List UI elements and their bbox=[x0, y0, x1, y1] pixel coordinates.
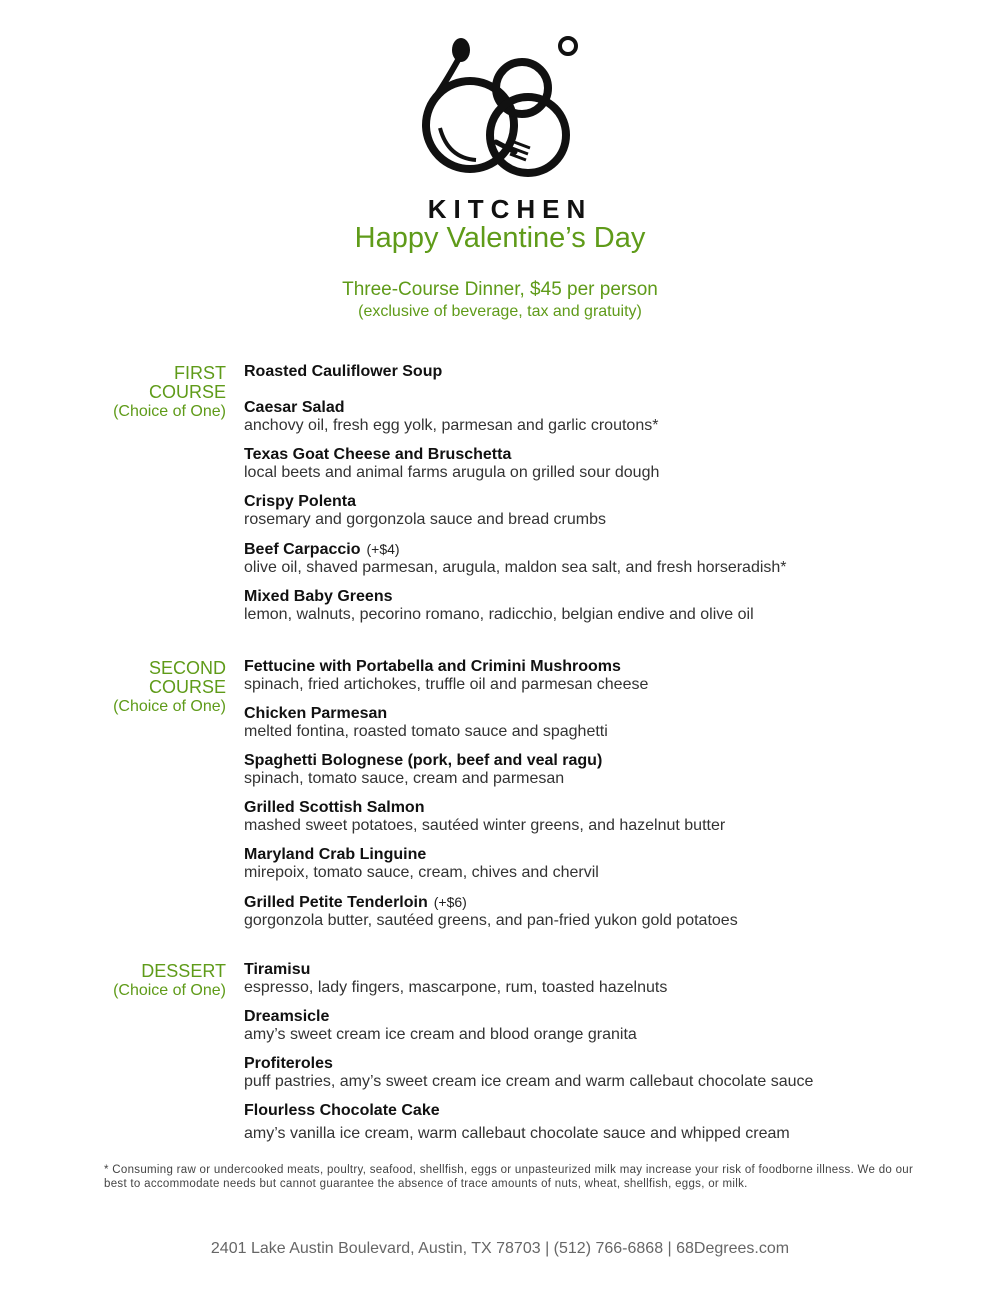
item-description: rosemary and gorgonzola sauce and bread crumbs bbox=[244, 511, 606, 528]
menu-item bbox=[244, 1008, 944, 1044]
item-description: anchovy oil, fresh egg yolk, parmesan and garlic croutons* bbox=[244, 417, 659, 434]
item-name-row bbox=[244, 540, 944, 559]
item-description: mashed sweet potatoes, sautéed winter greens, and hazelnut butter bbox=[244, 817, 726, 834]
menu-item-list bbox=[244, 363, 944, 635]
choice-note: (Choice of One) bbox=[113, 698, 226, 715]
logo bbox=[400, 30, 600, 224]
course-label bbox=[40, 659, 226, 716]
menu-item bbox=[244, 588, 944, 624]
menu-item bbox=[244, 540, 944, 577]
item-description: mirepoix, tomato sauce, cream, chives and chervil bbox=[244, 864, 599, 881]
item-description: amy’s sweet cream ice cream and blood orange granita bbox=[244, 1026, 637, 1043]
course-label-line: SECOND bbox=[148, 658, 226, 678]
menu-item bbox=[244, 363, 944, 381]
item-name: Maryland Crab Linguine bbox=[244, 846, 427, 863]
menu-item bbox=[244, 846, 944, 882]
item-name: Flourless Chocolate Cake bbox=[244, 1102, 440, 1119]
item-description: olive oil, shaved parmesan, arugula, maldon sea salt, and fresh horseradish* bbox=[244, 559, 787, 576]
item-name: Fettucine with Portabella and Crimini Mushrooms bbox=[244, 658, 621, 675]
item-name: Tiramisu bbox=[244, 961, 311, 978]
course-label bbox=[40, 364, 226, 421]
menu-item bbox=[244, 752, 944, 788]
item-name: Chicken Parmesan bbox=[244, 705, 388, 722]
item-description: melted fontina, roasted tomato sauce and spaghetti bbox=[244, 723, 608, 740]
spoon-fork-logo-icon bbox=[400, 30, 600, 195]
choice-note: (Choice of One) bbox=[113, 982, 226, 999]
item-description: spinach, tomato sauce, cream and parmesan bbox=[244, 770, 565, 787]
item-name: Mixed Baby Greens bbox=[244, 588, 393, 605]
item-name: Beef Carpaccio bbox=[244, 541, 361, 558]
menu-item bbox=[244, 399, 944, 435]
item-name: Grilled Scottish Salmon bbox=[244, 799, 425, 816]
item-name: Crispy Polenta bbox=[244, 493, 357, 510]
item-description: espresso, lady fingers, mascarpone, rum, toasted hazelnuts bbox=[244, 979, 668, 996]
choice-note: (Choice of One) bbox=[113, 403, 226, 420]
item-surcharge: (+$6) bbox=[433, 894, 467, 910]
item-name: Grilled Petite Tenderloin bbox=[244, 894, 428, 911]
contact-footer: 2401 Lake Austin Boulevard, Austin, TX 78703 | (512) 766-6868 | 68Degrees.com bbox=[210, 1240, 790, 1257]
course-label-line: FIRST bbox=[174, 363, 226, 383]
menu-item-list bbox=[244, 961, 944, 1154]
item-name-row bbox=[244, 893, 944, 912]
item-description: puff pastries, amy’s sweet cream ice cream and warm callebaut chocolate sauce bbox=[244, 1073, 814, 1090]
price-note: (exclusive of beverage, tax and gratuity) bbox=[358, 303, 642, 320]
item-description: spinach, fried artichokes, truffle oil and parmesan cheese bbox=[244, 676, 649, 693]
item-description: amy’s vanilla ice cream, warm callebaut chocolate sauce and whipped cream bbox=[244, 1125, 790, 1142]
menu-item bbox=[244, 705, 944, 741]
menu-item-list bbox=[244, 658, 944, 941]
menu-item bbox=[244, 893, 944, 930]
logo-wordmark: KITCHEN bbox=[427, 194, 593, 224]
item-name: Spaghetti Bolognese (pork, beef and veal ragu) bbox=[244, 752, 603, 769]
item-name: Caesar Salad bbox=[244, 399, 345, 416]
item-description: local beets and animal farms arugula on grilled sour dough bbox=[244, 464, 660, 481]
item-surcharge: (+$4) bbox=[366, 541, 400, 557]
page-subtitle: Three-Course Dinner, $45 per person bbox=[342, 279, 658, 300]
menu-item bbox=[244, 799, 944, 835]
course-label-line: DESSERT bbox=[141, 961, 226, 981]
page-title: Happy Valentine’s Day bbox=[354, 222, 646, 254]
menu-item bbox=[244, 446, 944, 482]
item-description: gorgonzola butter, sautéed greens, and pan-fried yukon gold potatoes bbox=[244, 912, 738, 929]
menu-item bbox=[244, 658, 944, 694]
course-label-line: COURSE bbox=[148, 382, 226, 402]
course-label bbox=[40, 962, 226, 1000]
item-name: Roasted Cauliflower Soup bbox=[244, 363, 443, 380]
menu-item bbox=[244, 1102, 944, 1143]
item-name: Texas Goat Cheese and Bruschetta bbox=[244, 446, 512, 463]
allergy-footnote: * Consuming raw or undercooked meats, poultry, seafood, shellfish, eggs or unpasteurized milk may increase your risk of foodborne illness. We do our best to accommodate needs but cannot guarantee the absence of trace amounts of nuts, wheat, shellfish, eggs, or milk. bbox=[104, 1164, 914, 1190]
item-name: Dreamsicle bbox=[244, 1008, 330, 1025]
menu-item bbox=[244, 961, 944, 997]
item-description: lemon, walnuts, pecorino romano, radicchio, belgian endive and olive oil bbox=[244, 606, 754, 623]
menu-item bbox=[244, 1055, 944, 1091]
item-name: Profiteroles bbox=[244, 1055, 333, 1072]
menu-item bbox=[244, 493, 944, 529]
course-label-line: COURSE bbox=[148, 677, 226, 697]
